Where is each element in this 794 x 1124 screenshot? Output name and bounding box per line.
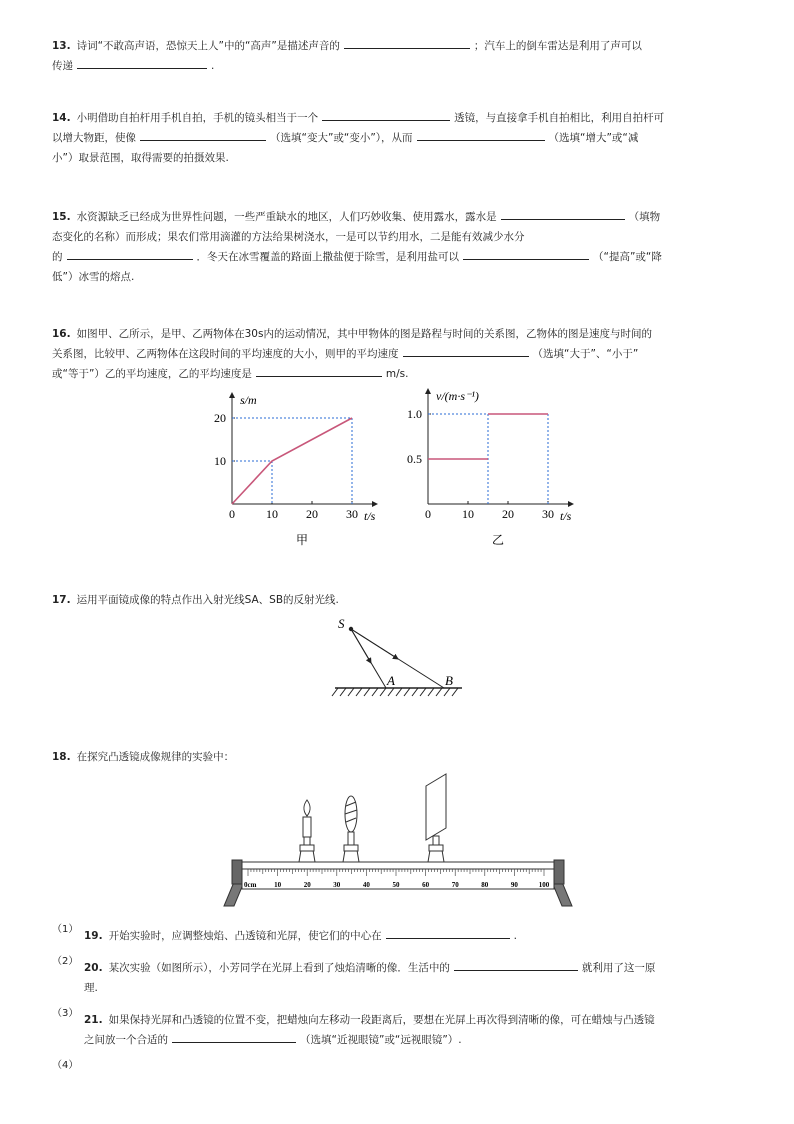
question-number: 21. [84, 1014, 103, 1026]
label-s: S [338, 616, 345, 631]
chart-caption: 甲 [295, 533, 309, 547]
y-tick-label: 10 [214, 454, 226, 468]
question-text: （选填“变大”或“变小”），从而 [270, 132, 413, 144]
question-text: 理. [84, 982, 98, 994]
light-screen [426, 774, 446, 862]
question-15 [52, 207, 742, 287]
question-text: 在探究凸透镜成像规律的实验中： [76, 751, 235, 763]
mirror-diagram [330, 612, 480, 707]
question-13 [52, 36, 742, 76]
y-tick-label: 20 [214, 411, 226, 425]
x-tick-label: 30 [346, 507, 358, 521]
answer-blank[interactable] [386, 926, 510, 939]
ruler-label: 90 [510, 881, 518, 889]
question-number: 19. [84, 930, 103, 942]
question-14 [52, 108, 742, 168]
question-number: 18. [52, 751, 71, 763]
y-axis-arrow [229, 392, 235, 398]
question-number: 20. [84, 962, 103, 974]
answer-blank[interactable] [463, 247, 589, 260]
bench-right-leg [552, 882, 572, 906]
question-text: 态变化的名称）而形成；果农们常用滴灌的方法给果树浇水，一是可以节约用水，二是能有效减少水分 [52, 231, 525, 243]
sub-question-index: （4） [52, 1060, 79, 1071]
y-tick-label: 0.5 [407, 452, 422, 466]
question-text: 如图甲、乙所示，是甲、乙两物体在30s内的运动情况，其中甲物体的图是路程与时间的关系图，乙物体的图是速度与时间的 [76, 328, 652, 340]
x-axis-label: t/s [364, 509, 376, 523]
question-text: （选填“大于”、“小于” [532, 348, 639, 360]
bench-left-end [232, 860, 242, 884]
ruler-label: 70 [451, 881, 459, 889]
x-tick-label: 30 [542, 507, 554, 521]
ruler-unit-label: 0cm [244, 881, 257, 889]
question-text: 诗词“不敢高声语，恐惊天上人”中的“高声”是描述声音的 [76, 40, 340, 52]
x-axis-arrow [568, 501, 574, 507]
question-text: 以增大物距，使像 [52, 132, 136, 144]
question-number: 13. [52, 40, 71, 52]
question-text: m/s. [385, 368, 409, 380]
label-a: A [387, 673, 395, 688]
sub-question-index: （1） [52, 924, 79, 935]
ruler-label: 10 [274, 881, 282, 889]
ruler-label: 60 [422, 881, 430, 889]
x-tick-label: 10 [266, 507, 278, 521]
sub-question-index: （2） [52, 956, 79, 967]
answer-blank[interactable] [454, 958, 578, 971]
x-axis-label: t/s [560, 509, 572, 523]
question-text: 的 [52, 251, 63, 263]
candle [299, 800, 315, 862]
answer-blank[interactable] [172, 1030, 296, 1043]
question-text: （选填“增大”或“减 [548, 132, 639, 144]
question-text: 或“等于”）乙的平均速度，乙的平均速度是 [52, 368, 252, 380]
ray-sb-arrow [351, 629, 398, 659]
sub-question-index: （3） [52, 1008, 79, 1019]
question-text: 低”）冰雪的熔点. [52, 271, 135, 283]
question-text: 运用平面镜成像的特点作出入射光线SA、SB的反射光线. [76, 594, 339, 606]
question-17 [52, 590, 742, 610]
mirror-hatching [332, 688, 458, 696]
question-text: 透镜，与直接拿手机自拍相比，利用自拍杆可 [454, 112, 665, 124]
answer-blank[interactable] [67, 247, 193, 260]
question-text: 小”）取景范围，取得需要的拍摄效果. [52, 152, 229, 164]
question-number: 16. [52, 328, 71, 340]
answer-blank[interactable] [344, 36, 470, 49]
answer-blank[interactable] [77, 56, 207, 69]
question-number: 14. [52, 112, 71, 124]
question-18 [52, 747, 742, 767]
ruler-label: 100 [538, 881, 550, 889]
optical-bench-diagram [218, 770, 578, 910]
x-tick-label: 0 [229, 507, 235, 521]
question-text: （“提高”或“降 [593, 251, 662, 263]
answer-blank[interactable] [501, 207, 625, 220]
bench-right-end [554, 860, 564, 884]
question-text: 小明借助自拍杆用手机自拍，手机的镜头相当于一个 [76, 112, 319, 124]
question-number: 17. [52, 594, 71, 606]
answer-blank[interactable] [417, 128, 545, 141]
question-text: . [513, 930, 517, 942]
ruler-label: 50 [392, 881, 400, 889]
ruler-label: 30 [333, 881, 341, 889]
question-text: ．冬天在冰雪覆盖的路面上撒盐便于除雪，是利用盐可以 [196, 251, 459, 263]
question-text: 某次实验（如图所示），小芳同学在光屏上看到了烛焰清晰的像．生活中的 [108, 962, 450, 974]
question-text: 传递 [52, 60, 73, 72]
question-text: （填物 [628, 211, 661, 223]
x-tick-label: 10 [462, 507, 474, 521]
question-number: 15. [52, 211, 71, 223]
label-b: B [445, 673, 453, 688]
y-axis-label: v/(m·s⁻¹) [436, 389, 479, 403]
question-text: 就利用了这一原 [581, 962, 656, 974]
convex-lens [343, 796, 359, 862]
ruler-label: 80 [481, 881, 489, 889]
x-tick-label: 20 [306, 507, 318, 521]
question-text: ；汽车上的倒车雷达是利用了声可以 [473, 40, 642, 52]
bench-left-leg [224, 882, 244, 906]
ruler-label: 40 [362, 881, 370, 889]
y-axis-label: s/m [240, 393, 257, 407]
y-axis-arrow [425, 388, 431, 394]
question-text: 如果保持光屏和凸透镜的位置不变，把蜡烛向左移动一段距离后，要想在光屏上再次得到清晰的像，可在蜡烛与凸透镜 [108, 1014, 655, 1026]
question-text: （选填“近视眼镜”或“远视眼镜”）. [300, 1034, 462, 1046]
question-text: 之间放一个合适的 [84, 1034, 168, 1046]
answer-blank[interactable] [140, 128, 266, 141]
ruler-label: 20 [303, 881, 311, 889]
chart-caption: 乙 [491, 533, 505, 547]
y-tick-label: 1.0 [407, 407, 422, 421]
chart-yi [378, 358, 578, 548]
answer-blank[interactable] [322, 108, 450, 121]
question-text: . [211, 60, 215, 72]
x-tick-label: 0 [425, 507, 431, 521]
question-text: 水资源缺乏已经成为世界性问题，一些严重缺水的地区，人们巧妙收集、使用露水，露水是 [76, 211, 497, 223]
question-text: 关系图，比较甲、乙两物体在这段时间的平均速度的大小，则甲的平均速度 [52, 348, 399, 360]
bench-top-rail [242, 862, 554, 869]
answer-blank[interactable] [403, 344, 529, 357]
chart-jia [196, 358, 386, 548]
ray-sa-arrow [351, 629, 371, 663]
question-text: 开始实验时，应调整烛焰、凸透镜和光屏，使它们的中心在 [108, 930, 382, 942]
x-tick-label: 20 [502, 507, 514, 521]
